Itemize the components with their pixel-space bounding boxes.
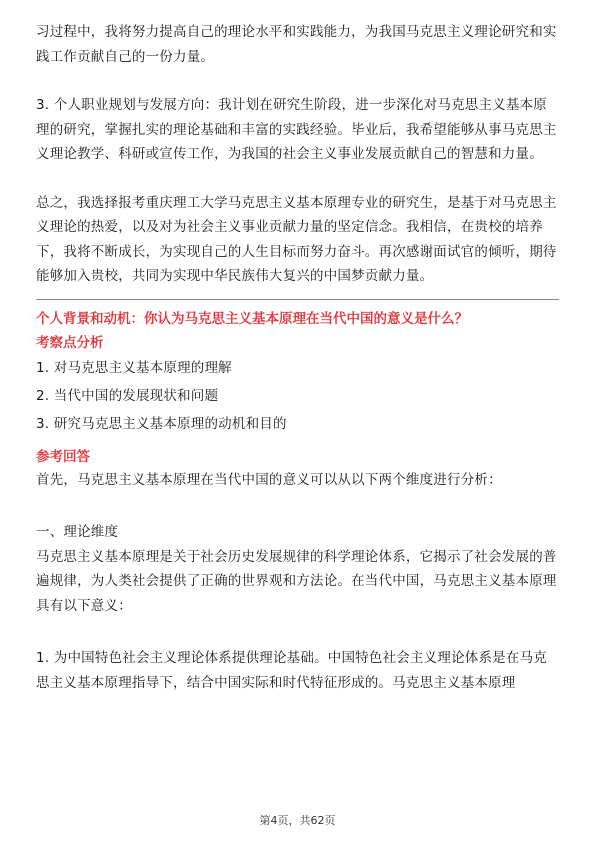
page-indicator: 第4页，共62页	[259, 814, 336, 827]
section-paragraph: 马克思主义基本原理是关于社会历史发展规律的科学理论体系，它揭示了社会发展的普遍规律，为人类社会提供了正确的世界观和方法论。在当代中国，马克思主义基本原理具有以下意义：	[36, 548, 557, 614]
list-item: 2. 当代中国的发展现状和问题	[36, 387, 219, 404]
analysis-list	[36, 354, 559, 438]
point-1-paragraph: 1. 为中国特色社会主义理论体系提供理论基础。中国特色社会主义理论体系是在马克思主义基本原理指导下，结合中国实际和时代特征形成的。马克思主义基本原理	[36, 650, 547, 691]
answer-heading: 参考回答	[36, 448, 90, 465]
section-divider	[36, 299, 559, 300]
list-item: 3. 研究马克思主义基本原理的动机和目的	[36, 415, 287, 432]
analysis-heading: 考察点分析	[36, 334, 104, 351]
list-item: 1. 对马克思主义基本原理的理解	[36, 359, 232, 376]
paragraph-continuation: 习过程中，我将努力提高自己的理论水平和实践能力，为我国马克思主义理论研究和实践工作贡献自己的一份力量。	[36, 24, 557, 65]
answer-intro: 首先，马克思主义基本原理在当代中国的意义可以从以下两个维度进行分析：	[36, 471, 502, 488]
question-title: 个人背景和动机：你认为马克思主义基本原理在当代中国的意义是什么？	[36, 310, 468, 327]
page-content	[36, 20, 559, 695]
section-heading: 一、理论维度	[36, 524, 119, 540]
paragraph-career-plan: 3. 个人职业规划与发展方向：我计划在研究生阶段，进一步深化对马克思主义基本原理的研究，掌握扎实的理论基础和丰富的实践经验。毕业后，我希望能够从事马克思主义理论教学、科研或宣传工作，为我国的社会主义事业发展贡献自己的智慧和力量。	[36, 97, 557, 162]
paragraph-conclusion: 总之，我选择报考重庆理工大学马克思主义基本原理专业的研究生，是基于对马克思主义理论的热爱，以及对为社会主义事业贡献力量的坚定信念。我相信，在贵校的培养下，我将不断成长，为实现自己的人生目标而努力奋斗。再次感谢面试官的倾听，期待能够加入贵校，共同为实现中华民族伟大复兴的中国梦贡献力量。	[36, 194, 557, 284]
